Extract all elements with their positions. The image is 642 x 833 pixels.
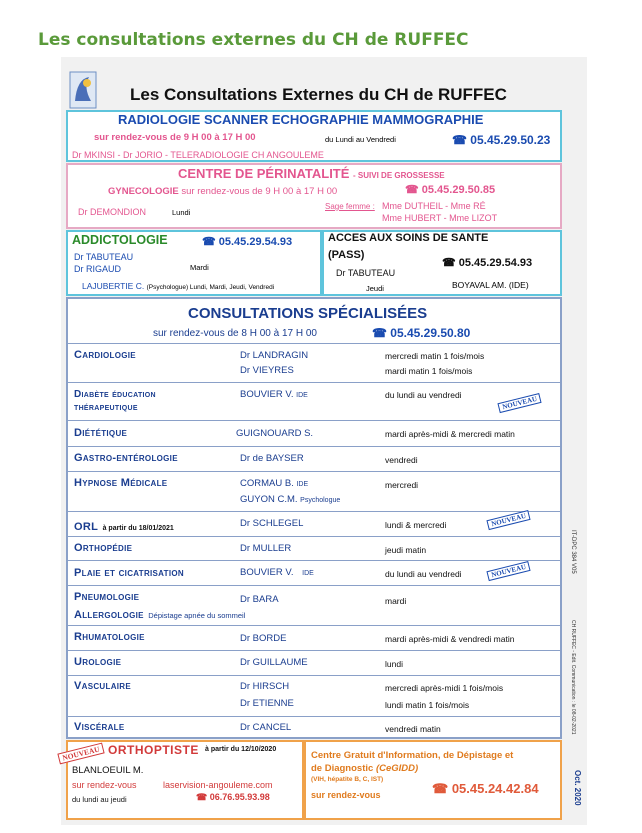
doctor-name: Dr BORDE [240,633,287,644]
spec-diabete-2: thérapeutique [74,402,138,413]
orthoptiste-days: du lundi au jeudi [72,795,127,804]
addictologie-phone: 05.45.29.54.93 [218,236,293,248]
gyneco-hours: sur rendez-vous de 9 H 00 à 17 H 00 [181,186,338,197]
sage-femme-1: Mme DUTHEIL - Mme RÉ [382,201,486,211]
specialisees-hours: sur rendez-vous de 8 H 00 à 17 H 00 [153,328,317,339]
schedule: mardi après-midi & vendredi matin [385,634,515,644]
schedule: mardi après-midi & mercredi matin [385,429,515,439]
spec-hypnose: Hypnose Médicale [74,477,168,489]
addictologie-day: Mardi [190,263,209,272]
spec-note: à partir du 18/01/2021 [102,525,174,532]
doctor-name: CORMAU B. [240,478,294,489]
radiologie-days: du Lundi au Vendredi [325,135,396,144]
specialisees-title: CONSULTATIONS SPÉCIALISÉES [188,305,428,322]
side-date: Oct. 2020 [573,770,582,806]
new-badge: NOUVEAU [486,510,531,530]
addictologie-psy-note: (Psychologue) Lundi, Mardi, Jeudi, Vendredi [146,284,275,291]
spec-allergologie-row [74,605,245,623]
doctor-name: BOUVIER V. [240,389,294,400]
pass-phone: 05.45.29.54.93 [458,257,533,269]
cegidd-phone-row [432,781,539,797]
cegidd-note: (VIH, hépatite B, C, IST) [311,776,384,783]
schedule: vendredi [385,455,418,465]
spec-allergologie: Allergologie [74,609,144,621]
radiologie-title: RADIOLOGIE SCANNER ECHOGRAPHIE MAMMOGRAPHIE [118,112,484,127]
doctor-row [240,478,308,489]
orthoptiste-phone: 06.76.95.93.98 [209,792,270,802]
doctor-name: GUIGNOUARD S. [236,428,314,439]
row-divider [67,446,562,447]
doctor-name: GUYON C.M. [240,494,298,505]
doctor-name: Dr SCHLEGEL [240,518,304,529]
doctor-name: Dr BARA [240,594,279,605]
document-title: Les Consultations Externes du CH de RUFFEC [130,85,507,104]
cegidd-phone: 05.45.24.42.84 [451,781,539,796]
phone-icon: ☎ [442,257,459,269]
addictologie-psy-row [82,281,274,291]
cegidd-rdv: sur rendez-vous [311,790,381,800]
side-note: CH RUFFEC - Edit. Communication : le 08-02-2021 [570,620,576,735]
row-divider [67,536,562,537]
spec-diabete: Diabète éducation [74,389,156,400]
doctor-row [240,567,314,578]
hospital-logo [69,71,97,109]
perinatalite-subtitle: - SUIVI DE GROSSESSE [353,171,445,180]
phone-icon: ☎ [372,326,391,340]
row-divider [67,343,562,344]
phone-icon: ☎ [196,792,210,802]
spec-orl: ORL [74,521,99,533]
specialisees-phone-row [372,326,470,340]
pass-title-2: (PASS) [328,249,365,261]
new-badge: NOUVEAU [57,743,104,765]
spec-viscerale: Viscérale [74,721,125,733]
schedule: mercredi après-midi 1 fois/mois [385,683,504,693]
radiologie-phone: 05.45.29.50.23 [470,133,551,147]
perinatalite-day: Lundi [172,208,191,217]
cegidd-title-2: de Diagnostic [311,763,374,774]
orthoptiste-title: ORTHOPTISTE [108,743,199,757]
phone-icon: ☎ [405,184,422,196]
orthoptiste-rdv: sur rendez-vous [72,780,137,790]
doctor-note: IDE [296,481,309,488]
new-badge: NOUVEAU [486,561,531,581]
row-divider [67,420,562,421]
schedule: jeudi matin [385,545,427,555]
addictologie-doctor-1: Dr TABUTEAU [74,252,134,262]
row-divider [67,625,562,626]
radiologie-doctors: Dr MKINSI - Dr JORIO - TELERADIOLOGIE CH ANGOULEME [72,150,324,160]
schedule: mercredi matin 1 fois/mois [385,351,485,361]
schedule: mardi matin 1 fois/mois [385,366,473,376]
row-divider [67,650,562,651]
row-divider [67,471,562,472]
radiologie-phone-row [452,133,550,147]
pass-day: Jeudi [366,284,384,293]
doctor-name: BOUVIER V. [240,567,294,578]
spec-orl-row [74,517,174,535]
perinatalite-phone: 05.45.29.50.85 [421,184,496,196]
addictologie-doctor-2: Dr RIGAUD [74,264,121,274]
phone-icon: ☎ [452,133,471,147]
schedule: lundi & mercredi [385,520,447,530]
doctor-name: Dr ETIENNE [240,698,294,709]
perinatalite-title: CENTRE DE PÉRINATALITÉ [178,166,350,181]
spec-pneumologie: Pneumologie [74,591,140,603]
spec-note: Dépistage apnée du sommeil [148,611,246,620]
doctor-note: IDE [302,570,314,577]
schedule: mardi [385,596,407,606]
schedule: du lundi au vendredi [385,390,462,400]
page-heading: Les consultations externes du CH de RUFFEC [38,30,469,50]
perinatalite-phone-row [405,183,495,196]
addictologie-psy: LAJUBERTIE C. [82,281,145,291]
pass-title-1: ACCES AUX SOINS DE SANTE [328,232,489,244]
cegidd-title-1: Centre Gratuit d'Information, de Dépistage et [311,750,514,761]
row-divider [67,716,562,717]
schedule: mercredi [385,480,419,490]
spec-dietetique: Diététique [74,427,128,439]
doctor-name: Dr CANCEL [240,722,292,733]
orthoptiste-phone-row [196,792,270,803]
doctor-name: Dr MULLER [240,543,292,554]
spec-vasculaire: Vasculaire [74,680,132,692]
sage-femme-label: Sage femme : [325,202,375,211]
orthoptiste-since: à partir du 12/10/2020 [205,746,277,753]
row-divider [67,560,562,561]
pass-doctor: Dr TABUTEAU [336,268,396,278]
doctor-row [240,389,308,400]
doctor-note: IDE [296,392,308,399]
addictologie-phone-row [202,235,292,248]
schedule: lundi [385,659,403,669]
row-divider [67,511,562,512]
doctor-name: Dr de BAYSER [240,453,304,464]
schedule: vendredi matin [385,724,441,734]
schedule: lundi matin 1 fois/mois [385,700,470,710]
perinatalite-doctor: Dr DEMONDION [78,207,146,217]
radiologie-hours: sur rendez-vous de 9 H 00 à 17 H 00 [94,132,256,143]
schedule: du lundi au vendredi [385,569,462,579]
orthoptiste-site[interactable]: laservision-angouleme.com [163,780,273,790]
phone-icon: ☎ [202,236,219,248]
sage-femme-2: Mme HUBERT - Mme LIZOT [382,213,498,223]
cegidd-title-row [311,763,418,774]
side-ref: IT-DPC 384 V05 [570,530,576,574]
specialisees-phone: 05.45.29.50.80 [390,326,471,340]
spec-gastro: Gastro-entérologie [74,452,178,464]
doctor-name: Dr VIEYRES [240,365,294,376]
doctor-name: Dr HIRSCH [240,681,290,692]
phone-icon: ☎ [432,781,452,796]
new-badge: NOUVEAU [497,393,542,413]
doctor-note: Psychologue [300,497,341,504]
cegidd-abbr: (CeGIDD) [375,763,419,774]
row-divider [67,585,562,586]
gyneco-row [108,186,337,197]
gyneco-label: GYNECOLOGIE [108,186,179,197]
perinatalite-title-row [178,166,445,181]
doctor-name: Dr GUILLAUME [240,657,308,668]
orthoptiste-name: BLANLOEUIL M. [72,765,144,776]
row-divider [67,382,562,383]
addictologie-title: ADDICTOLOGIE [72,233,168,247]
spec-urologie: Urologie [74,656,122,668]
doctor-name: Dr LANDRAGIN [240,350,309,361]
pass-ide: BOYAVAL AM. (IDE) [452,280,529,290]
doctor-row [240,494,340,505]
pass-phone-row [442,256,532,269]
spec-orthopedie: Orthopédie [74,542,133,554]
spec-cardiologie: Cardiologie [74,349,136,361]
spec-rhumatologie: Rhumatologie [74,631,145,643]
spec-plaie: Plaie et cicatrisation [74,567,184,579]
row-divider [67,675,562,676]
